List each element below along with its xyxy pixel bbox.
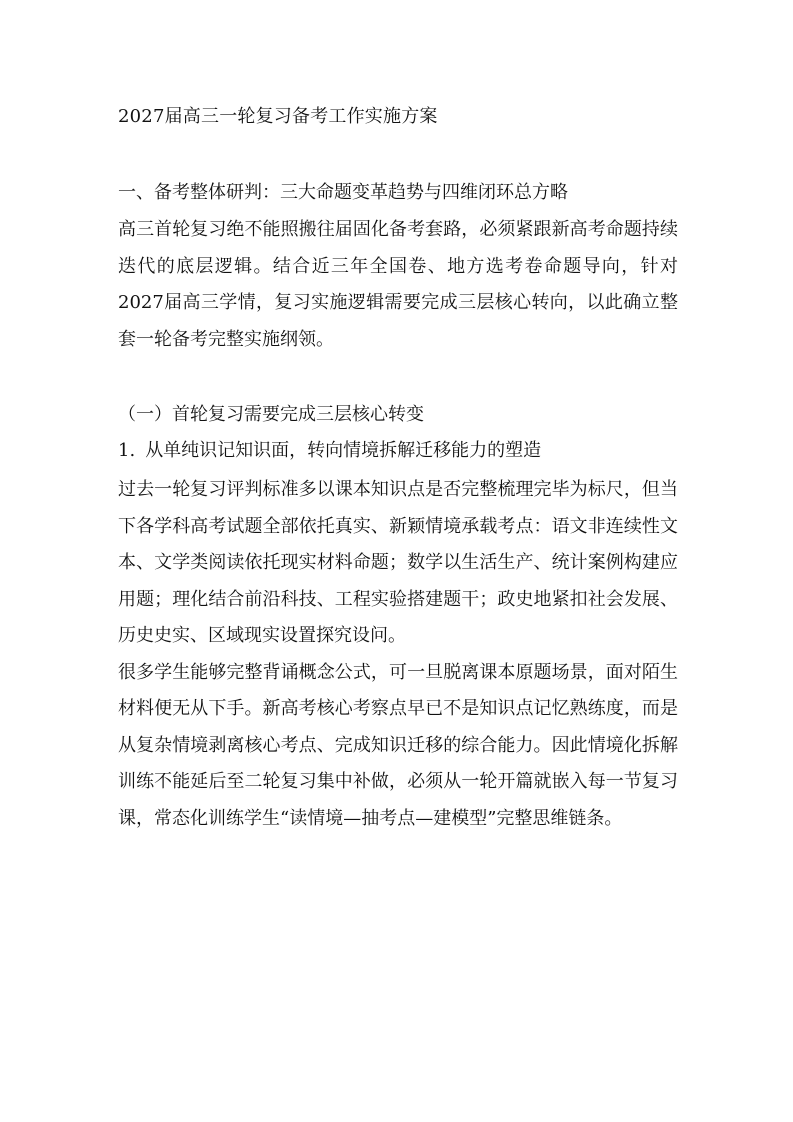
intro-paragraph: 高三首轮复习绝不能照搬往届固化备考套路，必须紧跟新高考命题持续迭代的底层逻辑。结合近三年全国卷、地方选考卷命题导向，针对2027届高三学情，复习实施逻辑需要完成三层核心转向，以此确立整套一轮备考完整实施纲领。 bbox=[118, 219, 678, 350]
numbered-heading bbox=[118, 436, 678, 466]
body-paragraph: 很多学生能够完整背诵概念公式，可一旦脱离课本原题场景，面对陌生材料便无从下手。新高考核心考察点早已不是知识点记忆熟练度，而是从复杂情境剥离核心考点、完成知识迁移的综合能力。因此情境化拆解训练不能延后至二轮复习集中补做，必须从一轮开篇就嵌入每一节复习课，常态化训练学生“读情境—抽考点—建模型”完整思维链条。 bbox=[118, 661, 678, 829]
item-heading-text: 从单纯识记知识面，转向情境拆解迁移能力的塑造 bbox=[145, 440, 542, 461]
document-title: 2027届高三一轮复习备考工作实施方案 bbox=[118, 106, 438, 127]
document-body bbox=[118, 102, 678, 837]
body-paragraph: 过去一轮复习评判标准多以课本知识点是否完整梳理完毕为标尺，但当下各学科高考试题全部依托真实、新颖情境承载考点：语文非连续性文本、文学类阅读依托现实材料命题；数学以生活生产、统计案例构建应用题；理化结合前沿科技、工程实验搭建题干；政史地紧扣社会发展、历史史实、区域现实设置探究设问。 bbox=[118, 479, 678, 646]
section-heading: 一、备考整体研判：三大命题变革趋势与四维闭环总方略 bbox=[118, 182, 568, 203]
item-number: 1. bbox=[118, 440, 136, 461]
subsection-heading: （一）首轮复习需要完成三层核心转变 bbox=[118, 404, 424, 425]
